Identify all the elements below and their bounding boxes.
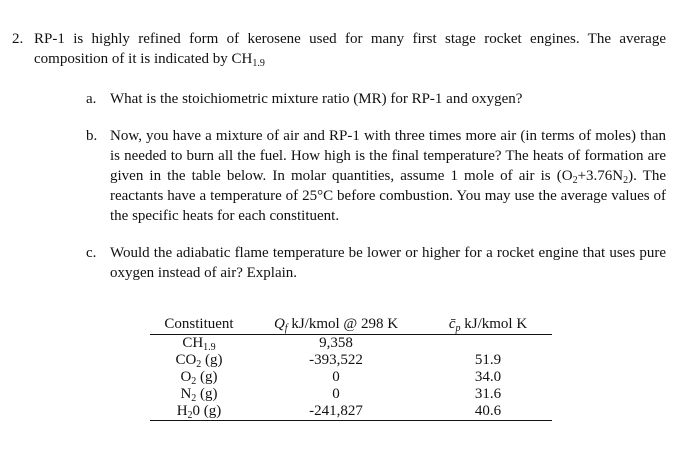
cp-cell: 31.6 [474,386,502,402]
constituent-cell: $CO_2$ (g) [175,352,223,370]
qf-cell: 0 [332,369,340,385]
question-intro [34,29,666,69]
part-b-text-2: +3.76N [577,168,624,184]
constituent-cell: $H_20$ (g) [150,403,248,421]
constituent-cell: $O_2$ (g) [180,369,218,387]
table-header-row [150,316,552,335]
cp-cell: 40.6 [424,403,552,421]
part-a-label: a. [86,91,97,107]
part-b-text-3: ). The reactants have a temperature of 25°C before combustion. You may use the average values of the specific heats for each constituent. [110,168,666,224]
formula-subscript: 1.9 [252,58,265,69]
table-row [150,386,552,403]
header-specific-heat: $c̄_p$ kJ/kmol K [424,316,552,335]
cp-cell: 51.9 [474,352,502,368]
part-b-text-1: Now, you have a mixture of air and RP-1 with three times more air (in terms of moles) than is needed to burn all the fuel. How high is the final temperature? The heats of formation are given in the table below. In molar quantities, assume 1 mole of air is (O [110,128,666,184]
part-c-text [110,243,666,283]
qf-cell: 9,358 [319,335,353,351]
cp-cell: 34.0 [474,369,502,385]
qf-cell: 0 [332,386,340,402]
qf-cell: -241,827 [248,403,424,421]
header-constituent: Constituent [150,316,248,335]
table-row [150,335,552,353]
table-row [150,369,552,386]
constituent-cell: $N_2$ (g) [180,386,218,404]
constituent-cell: $CH_{1.9}$ [182,335,216,353]
o2-subscript: 2 [572,175,578,186]
table-row [150,352,552,369]
cp-cell [424,335,552,353]
qf-cell: -393,522 [309,352,363,368]
part-a-question: What is the stoichiometric mixture ratio (MR) for RP-1 and oxygen? [110,91,523,107]
question-number: 2. [12,31,24,47]
properties-table [150,316,552,421]
table-row [150,403,552,421]
question-intro-text: RP-1 is highly refined form of kerosene used for many first stage rocket engines. The average composition of it is indicated by CH [34,31,666,67]
part-b-label: b. [86,128,98,144]
part-c-label: c. [86,245,97,261]
n2-subscript: 2 [623,175,629,186]
part-b-text [110,126,666,226]
part-c-question: Would the adiabatic flame temperature be lower or higher for a rocket engine that uses pure oxygen instead of air? Explain. [110,245,666,281]
part-a-text [110,89,666,109]
header-heat-of-formation: $Q_f$ kJ/kmol @ 298 K [248,316,424,335]
